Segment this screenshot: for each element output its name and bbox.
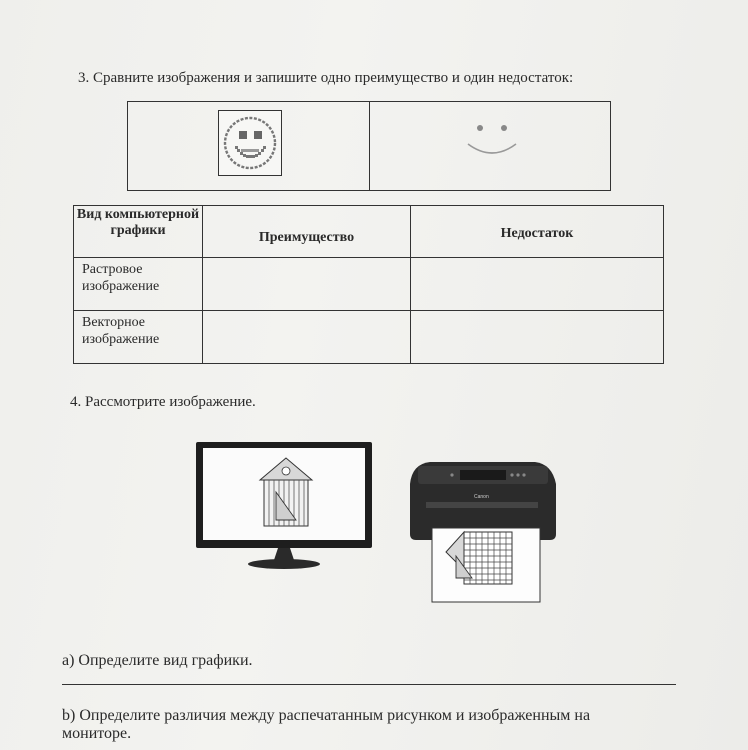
vector-disadvantage-cell[interactable] [411,311,664,364]
question-3-text: 3. Сравните изображения и запишите одно преимущество и один недостаток: [78,70,574,86]
raster-disadvantage-cell[interactable] [411,258,664,311]
header-advantage-label: Преимущество [258,230,355,245]
header-disadvantage [411,206,664,258]
answer-line[interactable] [62,684,676,685]
comparison-divider [369,102,370,190]
header-disadvantage-label: Недостаток [500,226,574,241]
table-header-row [74,206,664,258]
raster-smiley-image [218,110,282,176]
monitor-icon [196,442,372,569]
raster-advantage-cell[interactable] [203,258,411,311]
monitor-printer-illustration [190,436,560,606]
vector-smiley-image [462,118,522,162]
graphics-comparison-table [73,205,664,364]
printer-icon [410,462,556,602]
table-row [74,311,664,364]
row-raster-type: Растровое изображение [74,258,203,311]
question-4-text: 4. Рассмотрите изображение. [70,394,256,410]
question-b-text: b) Определите различия между распечатанным рисунком и изображенным на мониторе. [62,707,591,742]
header-advantage [203,206,411,258]
vector-advantage-cell[interactable] [203,311,411,364]
row-vector-type: Векторное изображение [74,311,203,364]
header-graphics-type: Вид компьютерной графики [74,206,203,258]
comparison-images-box [127,101,611,191]
printer-brand-label: Canon [474,494,489,500]
question-a-text: a) Определите вид графики. [62,652,253,669]
table-row [74,258,664,311]
